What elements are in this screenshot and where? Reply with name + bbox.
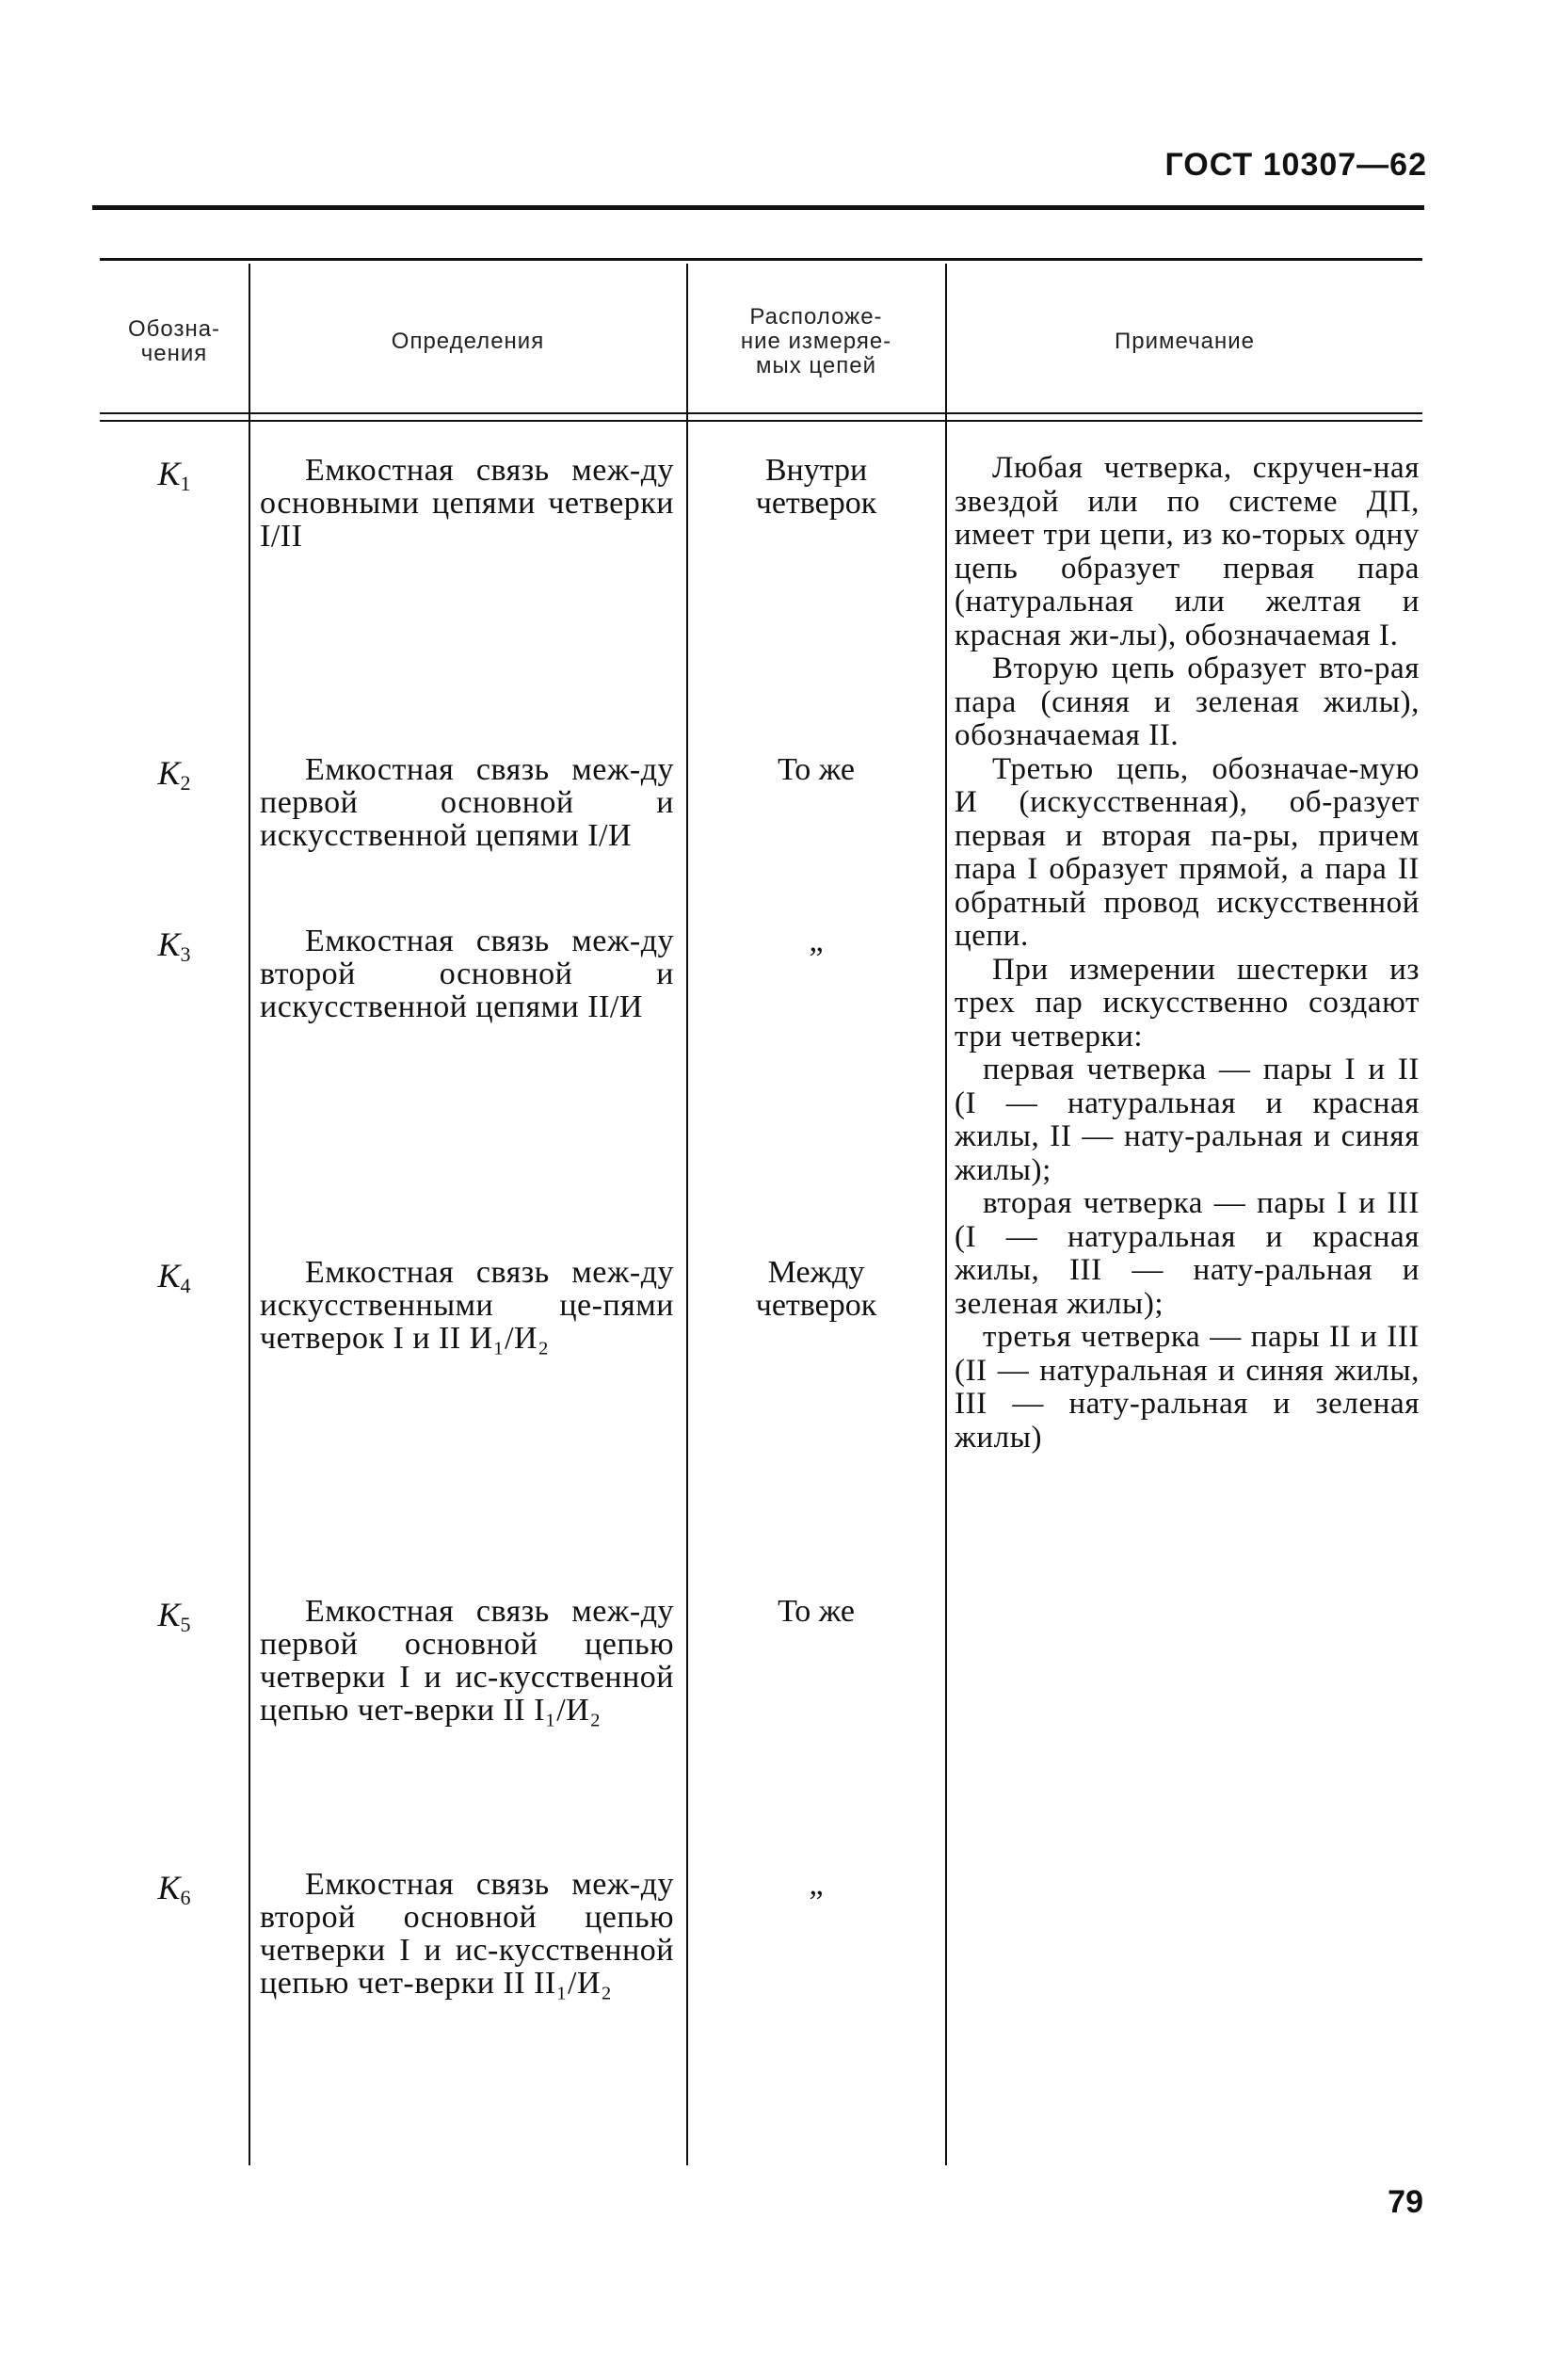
column-divider: [249, 264, 250, 2165]
row-definition: Емкостная связь меж-ду основными цепями четверки I/II: [260, 453, 674, 554]
row-definition: Емкостная связь меж-ду искусственными це-пями четверок I и II И₁/И₂: [260, 1255, 674, 1356]
row-symbol: $K_6$: [157, 1869, 191, 1909]
note-paragraph: Третью цепь, обозначае-мую И (искусственная), об-разует первая и вторая па-ры, причем пара I образует прямой, а пара II обратный провод искусственной цепи.: [955, 751, 1420, 953]
row-symbol: $K_1$: [157, 455, 191, 495]
row-location: Между четверок: [755, 1255, 877, 1323]
note-paragraph: При измерении шестерки из трех пар искусственно создают три четверки:: [955, 952, 1420, 1053]
document-code: ГОСТ 10307—62: [1164, 147, 1427, 183]
page-number: 79: [1388, 2184, 1423, 2220]
column-header-location: Расположе- ние измеряе- мых цепей: [740, 304, 892, 378]
note-list-item: первая четверка — пары I и II (I — натуральная и красная жилы, II — нату-ральная и синяя жилы);: [955, 1053, 1420, 1187]
row-location: Внутри четверок: [755, 453, 877, 521]
row-location: „: [809, 924, 824, 958]
note-text: [955, 452, 1420, 1455]
row-symbol: $K_5$: [157, 1596, 191, 1636]
row-location: То же: [778, 1594, 855, 1629]
note-list-item: третья четверка — пары II и III (II — натуральная и синяя жилы, III — нату-ральная и зеленая жилы): [955, 1320, 1420, 1455]
note-paragraph: Любая четверка, скручен-ная звездой или по системе ДП, имеет три цепи, из ко-торых одну цепь образует первая пара (натуральная или желтая и красная жи-лы), обозначаемая I.: [955, 451, 1420, 652]
table-header-rule-double: [100, 420, 1422, 422]
row-location: То же: [778, 752, 855, 787]
row-definition: Емкостная связь меж-ду второй основной цепью четверки I и ис-кусственной цепью чет-верки II II₁/И₂: [260, 1867, 674, 2001]
row-definition: Емкостная связь меж-ду второй основной и искусственной цепями II/И: [260, 924, 674, 1024]
table-top-rule: [100, 258, 1422, 261]
row-definition: Емкостная связь меж-ду первой основной и искусственной цепями I/И: [260, 752, 674, 853]
table-header-rule: [100, 412, 1422, 414]
row-symbol: $K_2$: [157, 754, 191, 795]
column-header-note: Примечание: [1115, 329, 1255, 354]
note-paragraph: Вторую цепь образует вто-рая пара (синяя и зеленая жилы), обозначаемая II.: [955, 651, 1420, 752]
row-definition: Емкостная связь меж-ду первой основной цепью четверки I и ис-кусственной цепью чет-верки II I₁/И₂: [260, 1594, 674, 1728]
row-location: „: [809, 1867, 824, 1902]
row-symbol: $K_4$: [157, 1257, 191, 1297]
column-divider: [945, 264, 947, 2165]
header-rule: [92, 205, 1424, 210]
row-symbol: $K_3$: [157, 925, 191, 966]
note-list-item: вторая четверка — пары I и III (I — натуральная и красная жилы, III — нату-ральная и зеленая жилы);: [955, 1186, 1420, 1321]
column-header-definitions: Определения: [391, 329, 545, 354]
column-header-symbols: Обозна- чения: [127, 316, 221, 366]
